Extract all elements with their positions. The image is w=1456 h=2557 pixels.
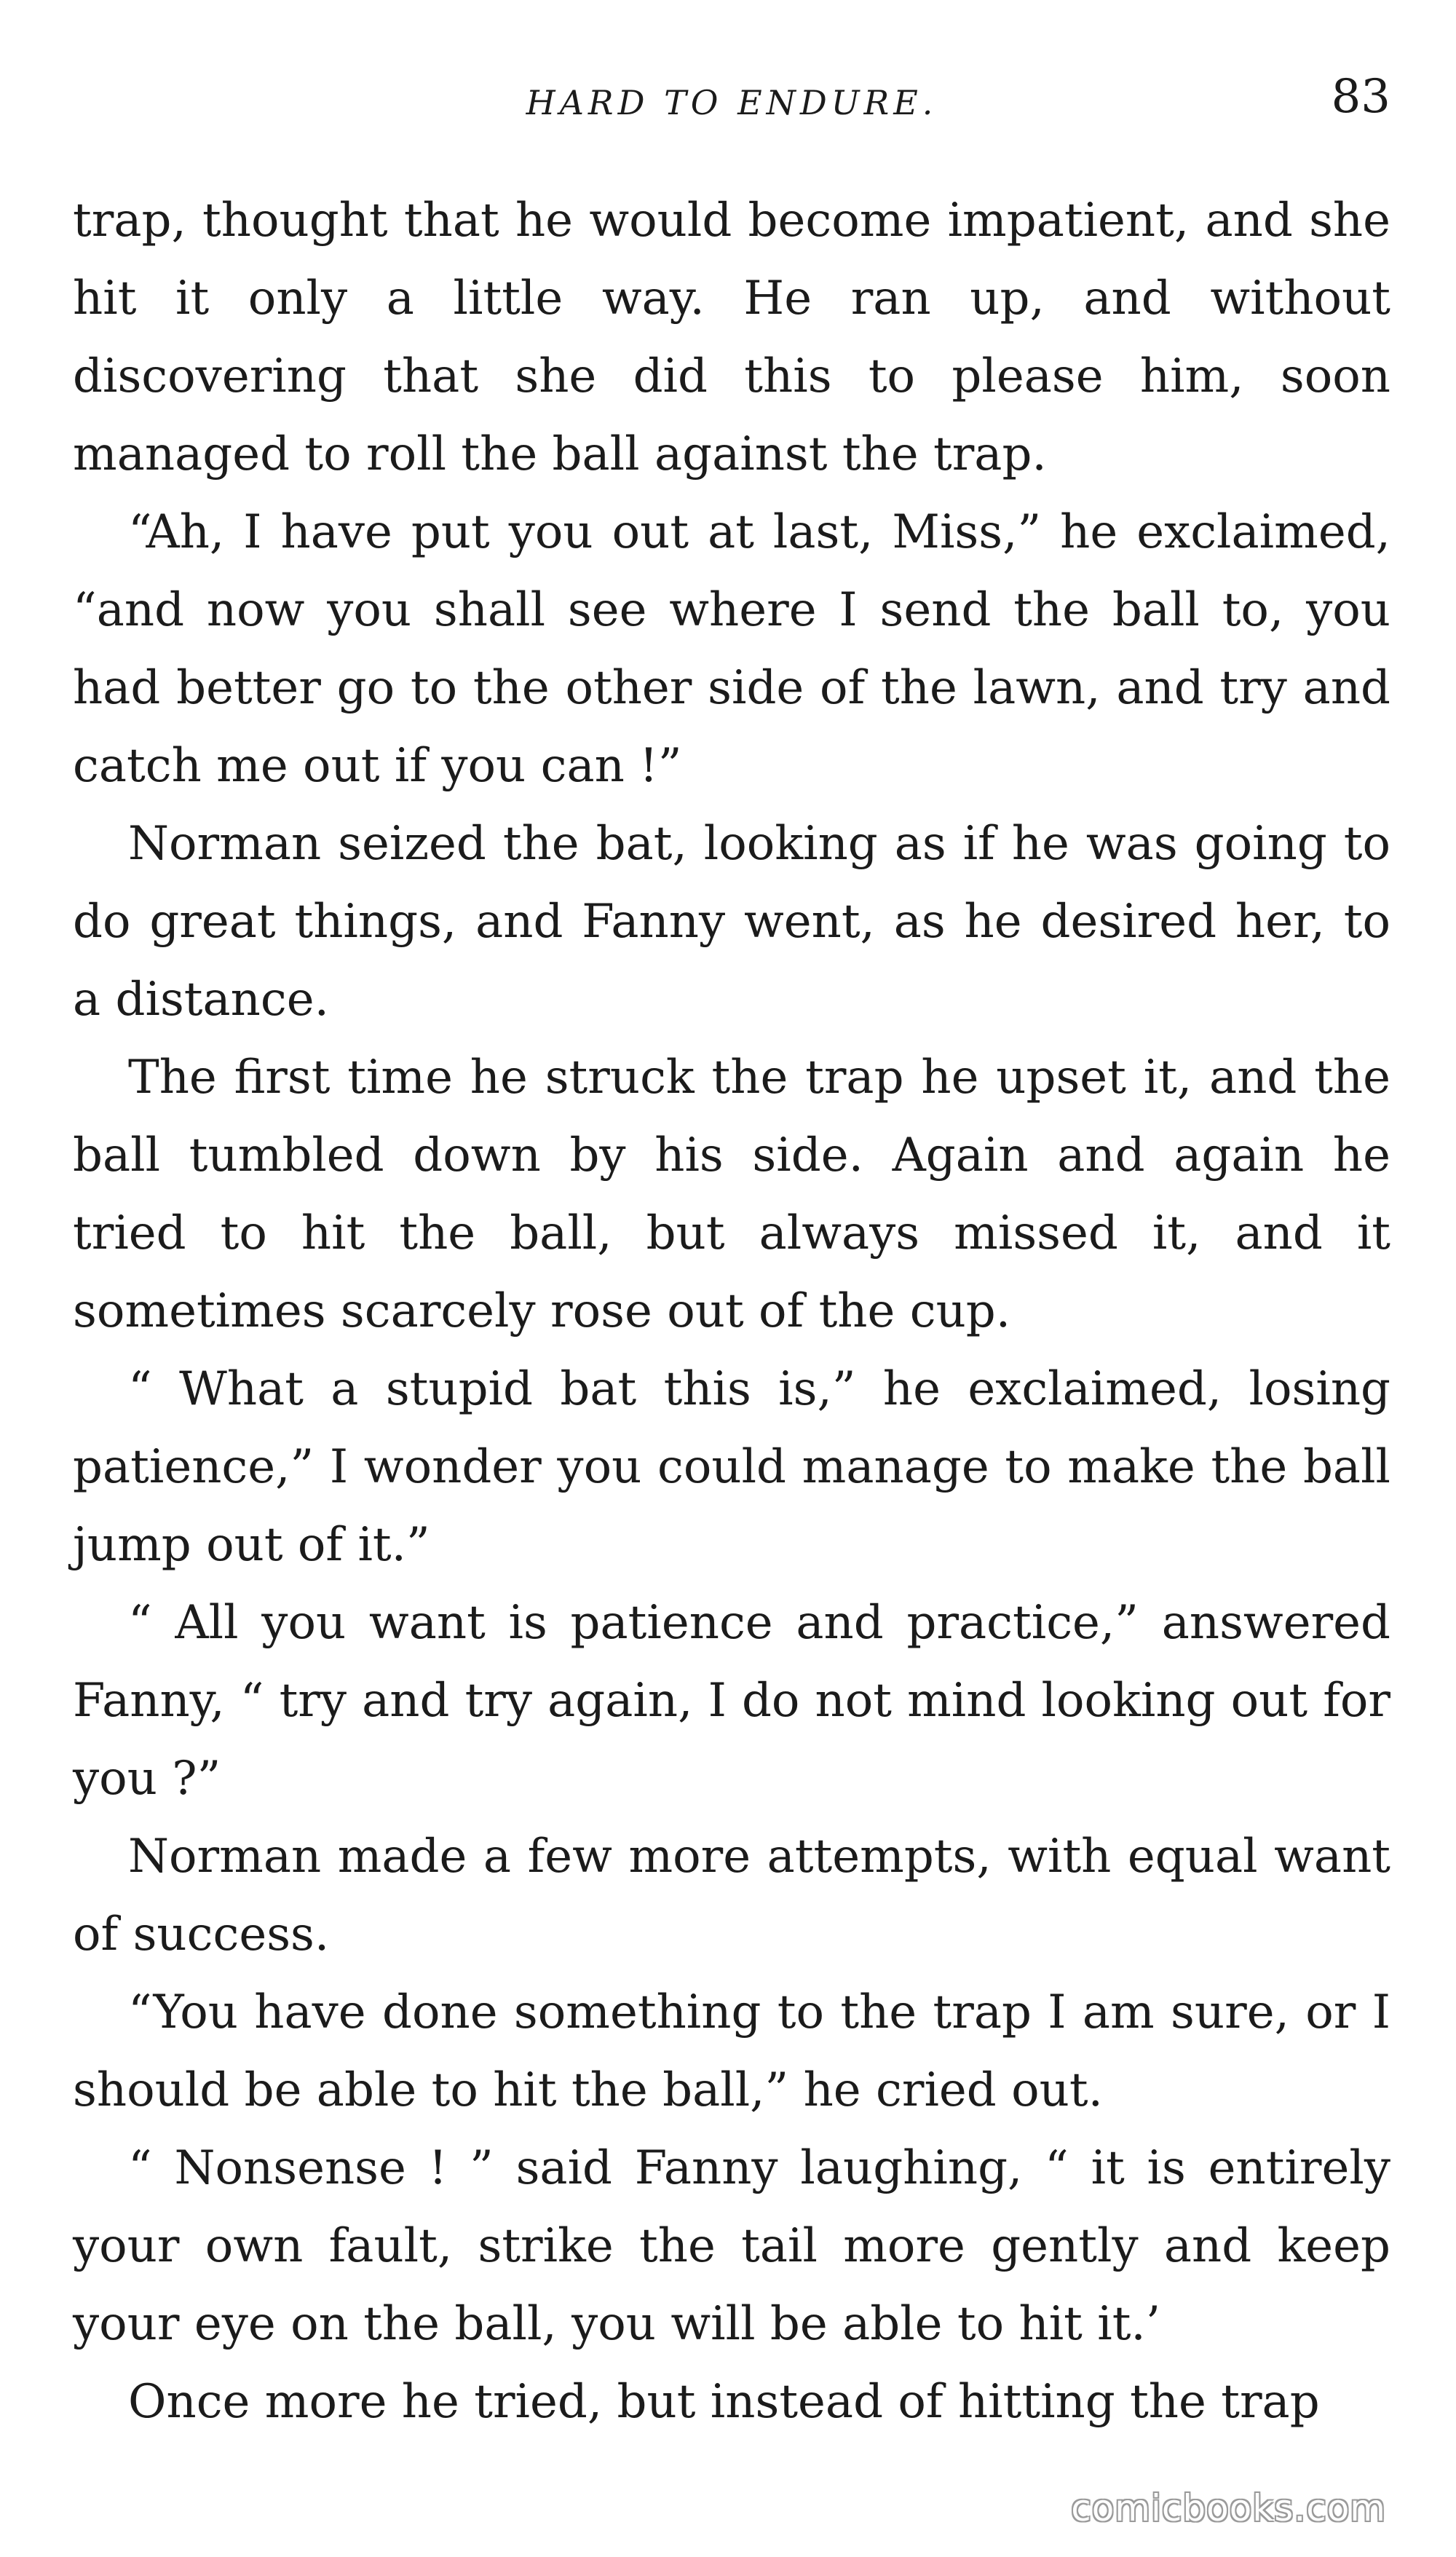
paragraph: “ All you want is patience and practice,” answered Fanny, “ try and try again, I do not mind looking out for you ?”	[73, 1596, 1390, 1806]
paragraph: Norman seized the bat, looking as if he was going to do great things, and Fanny went, as he desired her, to a distance.	[73, 817, 1390, 1027]
paragraph: Once more he tried, but instead of hitting the trap	[128, 2375, 1320, 2429]
paragraph-continued: trap, thought that he would become impatient, and she hit it only a little way. He ran up, and without discovering that she did this to please him, soon managed to roll the ball against the trap.	[73, 194, 1390, 481]
running-head	[73, 70, 1390, 128]
paragraph: Norman made a few more attempts, with equal want of success.	[73, 1830, 1390, 1961]
paragraph: “You have done something to the trap I am sure, or I should be able to hit the ball,” he cried out.	[73, 1985, 1390, 2117]
watermark: comicbooks.com	[1071, 2487, 1386, 2529]
paragraph: “ What a stupid bat this is,” he exclaimed, losing patience,” I wonder you could manage to make the ball jump out of it.”	[73, 1362, 1390, 1572]
body-text	[73, 182, 1390, 2441]
paragraph: “ Nonsense ! ” said Fanny laughing, “ it is entirely your own fault, strike the tail more gently and keep your eye on the ball, you will be able to hit it.’	[73, 2141, 1390, 2351]
paragraph: “Ah, I have put you out at last, Miss,” he exclaimed, “and now you shall see where I send the ball to, you had better go to the other side of the lawn, and try and catch me out if you can !”	[73, 505, 1390, 793]
paragraph: The first time he struck the trap he upset it, and the ball tumbled down by his side. Again and again he tried to hit the ball, but always missed it, and it sometimes scarcely rose out of the cup.	[73, 1051, 1390, 1338]
running-title: HARD TO ENDURE.	[526, 83, 938, 122]
page-number: 83	[1331, 70, 1390, 124]
